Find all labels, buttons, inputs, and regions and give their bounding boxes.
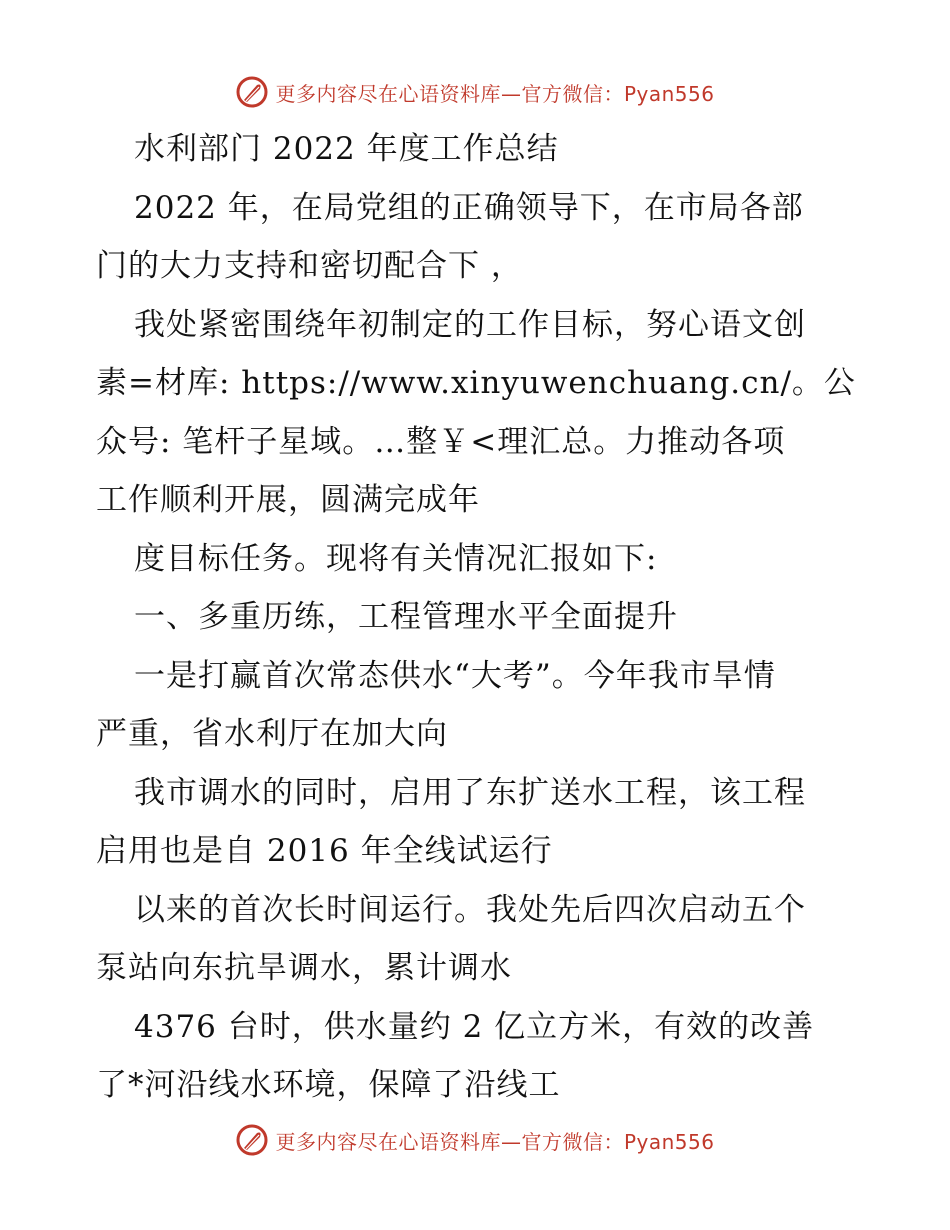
paragraph-line: 启用也是自 2016 年全线试运行 <box>96 833 553 869</box>
paragraph-line: 门的大力支持和密切配合下 ， <box>96 248 523 284</box>
footer-banner-text: 更多内容尽在心语资料库—官方微信：Pyan556 <box>275 1129 715 1154</box>
paragraph-line: 我处紧密围绕年初制定的工作目标，努心语文创 <box>134 306 806 343</box>
paragraph-line: 工作顺利开展，圆满完成年 <box>96 482 480 518</box>
section-heading: 一、多重历练，工程管理水平全面提升 <box>134 599 678 635</box>
document-body <box>96 120 856 1115</box>
paragraph-line: 众号: 笔杆子星域。…整￥<理汇总。力推动各项 <box>96 423 786 460</box>
document-title: 水利部门 2022 年度工作总结 <box>134 131 559 167</box>
paragraph-line: 2022 年，在局党组的正确领导下，在市局各部 <box>134 189 804 226</box>
paragraph-line: 一是打赢首次常态供水“大考”。今年我市旱情 <box>134 657 776 694</box>
feather-pen-logo-icon <box>235 1123 269 1157</box>
paragraph-line: 严重，省水利厅在加大向 <box>96 716 448 752</box>
paragraph-line: 我市调水的同时，启用了东扩送水工程，该工程 <box>134 774 806 811</box>
feather-pen-logo-icon <box>235 75 269 109</box>
paragraph-line: 4376 台时，供水量约 2 亿立方米，有效的改善 <box>134 1008 815 1045</box>
paragraph-line: 素=材库: https://www.xinyuwenchuang.cn/。公 <box>96 365 856 401</box>
paragraph-line: 度目标任务。现将有关情况汇报如下: <box>134 540 658 577</box>
header-banner <box>0 72 950 112</box>
paragraph-line: 以来的首次长时间运行。我处先后四次启动五个 <box>134 891 806 928</box>
paragraph-line: 了*河沿线水环境，保障了沿线工 <box>96 1067 561 1103</box>
header-banner-text: 更多内容尽在心语资料库—官方微信：Pyan556 <box>275 81 715 106</box>
paragraph-line: 泵站向东抗旱调水，累计调水 <box>96 950 512 986</box>
footer-banner <box>0 1120 950 1160</box>
